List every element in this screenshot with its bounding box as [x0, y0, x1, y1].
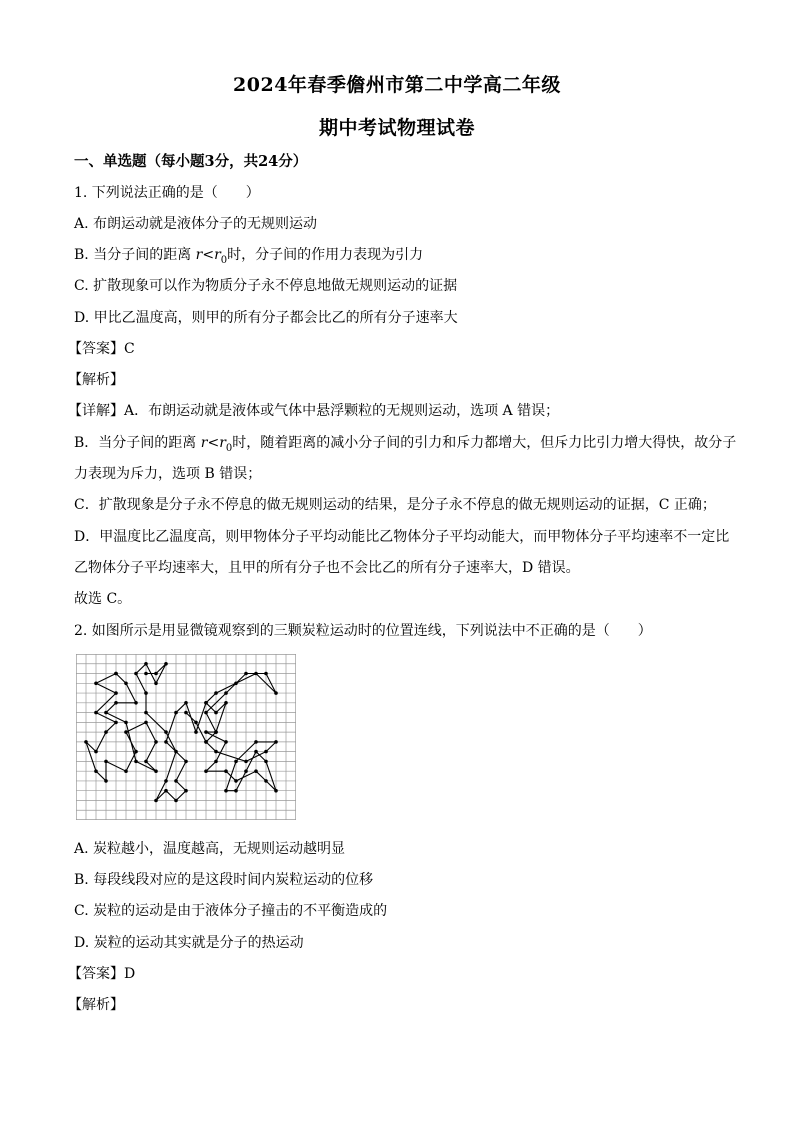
q1-option-b [74, 244, 724, 266]
particle1-point [154, 769, 158, 773]
particle3-point [224, 740, 228, 744]
q1-detail-b2: 力表现为斥力，选项 B 错误； [74, 466, 262, 482]
particle3-point [254, 740, 258, 744]
particle2-point [164, 779, 168, 783]
particle1-point [144, 721, 148, 725]
particle3-point [214, 711, 218, 715]
particle1-point [94, 711, 98, 715]
particle1-point [114, 721, 118, 725]
q1-option-b-tail: 时，分子间的作用力表现为引力 [227, 247, 424, 263]
q1-detail-b1-tail: 时，随着距离的减小分子间的引力和斥力都增大，但斥力比引力增大得快，故分子 [232, 435, 737, 451]
particle2-point [184, 711, 188, 715]
particle3-point [224, 701, 228, 705]
particle3-point [244, 760, 248, 764]
particle2-point [154, 799, 158, 803]
particle3-point [224, 789, 228, 793]
particle2-point [174, 799, 178, 803]
q2-option-b: B. 每段线段对应的是这段时间内炭粒运动的位移 [74, 872, 374, 888]
q1-detail-b1 [74, 432, 737, 454]
particle1-point [144, 760, 148, 764]
particle1-point [134, 701, 138, 705]
q1-option-d: D. 甲比乙温度高，则甲的所有分子都会比乙的所有分子速率大 [74, 310, 458, 326]
particle3-path [206, 703, 276, 791]
particle3-point [254, 769, 258, 773]
particle3-point [244, 769, 248, 773]
particle3-point [234, 779, 238, 783]
q2-analysis-label: 【解析】 [68, 997, 124, 1013]
particle2-point [194, 730, 198, 734]
particle2-point [184, 701, 188, 705]
particle2-point [134, 672, 138, 676]
q1-detail-b1-lt: < [207, 435, 220, 451]
q1-stem: 1. 下列说法正确的是（ ） [74, 185, 260, 201]
particle2-point [174, 750, 178, 754]
particle3-point [274, 789, 278, 793]
q1-detail-d1: D．甲温度比乙温度高，则甲物体分子平均动能比乙物体分子平均动能大，而甲物体分子平均速率不一定比 [74, 529, 730, 545]
q1-option-b-sub: 0 [220, 254, 228, 266]
brownian-motion-figure [76, 654, 296, 820]
q2-option-c: C. 炭粒的运动是由于液体分子撞击的不平衡造成的 [74, 903, 388, 919]
q2-answer: 【答案】D [68, 966, 136, 982]
particle3-point [234, 789, 238, 793]
particle3-point [204, 740, 208, 744]
q1-option-b-text: B. 当分子间的距离 [74, 247, 196, 263]
particle2-point [234, 682, 238, 686]
particle3-point [214, 730, 218, 734]
particle2-point [164, 740, 168, 744]
particle2-point [164, 662, 168, 666]
particle2-point [164, 730, 168, 734]
particle3-point [274, 740, 278, 744]
q1-answer: 【答案】C [68, 341, 135, 357]
q1-option-a: A. 布朗运动就是液体分子的无规则运动 [74, 216, 318, 232]
q1-detail-b1-text: B．当分子间的距离 [74, 435, 201, 451]
particle3-point [214, 760, 218, 764]
q2-stem: 2. 如图所示是用显微镜观察到的三颗炭粒运动时的位置连线，下列说法中不正确的是（ ） [74, 623, 652, 639]
q1-detail-a: 【详解】A．布朗运动就是液体或气体中悬浮颗粒的无规则运动，选项 A 错误； [68, 403, 560, 419]
particle2-point [214, 691, 218, 695]
particle3-point [204, 769, 208, 773]
q1-option-b-r: r [195, 247, 203, 263]
particle1-point [124, 730, 128, 734]
particle1-point [134, 750, 138, 754]
particle2-point [194, 721, 198, 725]
particle2-point [224, 691, 228, 695]
q1-detail-b1-sub: 0 [225, 442, 233, 454]
particle3-point [204, 701, 208, 705]
particle1-point [104, 779, 108, 783]
q1-detail-b1-r: r [200, 435, 208, 451]
q1-analysis-label: 【解析】 [68, 372, 124, 388]
q2-option-d: D. 炭粒的运动其实就是分子的热运动 [74, 935, 304, 951]
q1-detail-c: C．扩散现象是分子永不停息的做无规则运动的结果，是分子永不停息的做无规则运动的证据，C 正确； [74, 497, 716, 513]
particle1-point [94, 769, 98, 773]
section-heading: 一、单选题（每小题3分，共24分） [74, 153, 308, 170]
particle3-point [264, 760, 268, 764]
q1-detail-d2: 乙物体分子平均速率大，且甲的所有分子也不会比乙的所有分子速率大，D 错误。 [74, 560, 580, 576]
particle2-point [154, 682, 158, 686]
particle2-point [204, 711, 208, 715]
particle2-point [184, 760, 188, 764]
q1-option-b-r0: r [214, 247, 221, 263]
particle1-point [114, 691, 118, 695]
particle3-point [214, 750, 218, 754]
particle2-point [274, 691, 278, 695]
particle2-point [144, 711, 148, 715]
q2-option-a: A. 炭粒越小，温度越高，无规则运动越明显 [74, 841, 346, 857]
particle1-point [94, 750, 98, 754]
particle1-point [114, 701, 118, 705]
particle2-point [184, 789, 188, 793]
particle3-point [204, 730, 208, 734]
particle1-point [114, 672, 118, 676]
particle1-path [86, 674, 156, 781]
exam-title-line2: 期中考试物理试卷 [318, 117, 475, 139]
exam-title-line1: 2024年春季儋州市第二中学高二年级 [233, 74, 561, 96]
particle2-point [264, 672, 268, 676]
particle1-point [124, 682, 128, 686]
particle1-point [124, 721, 128, 725]
particle2-point [244, 672, 248, 676]
particle3-point [234, 760, 238, 764]
particle2-point [174, 779, 178, 783]
particle1-point [154, 740, 158, 744]
particle3-point [254, 750, 258, 754]
q1-conclusion: 故选 C。 [74, 591, 132, 607]
particle2-point [144, 662, 148, 666]
particle2-point [254, 672, 258, 676]
particle3-point [264, 779, 268, 783]
particle3-point [224, 769, 228, 773]
particle1-point [104, 730, 108, 734]
particle1-point [124, 769, 128, 773]
particle1-point [104, 760, 108, 764]
particle1-point [134, 760, 138, 764]
particle1-point [104, 711, 108, 715]
q1-option-b-lt: < [202, 247, 215, 263]
particle3-point [264, 750, 268, 754]
particle1-point [84, 740, 88, 744]
particle2-point [154, 672, 158, 676]
particle2-point [164, 789, 168, 793]
particle2-point [144, 691, 148, 695]
particle2-point [174, 711, 178, 715]
q1-option-c: C. 扩散现象可以作为物质分子永不停息地做无规则运动的证据 [74, 278, 458, 294]
particle1-point [94, 682, 98, 686]
particle2-point [144, 672, 148, 676]
q1-detail-b1-r0: r [219, 435, 226, 451]
